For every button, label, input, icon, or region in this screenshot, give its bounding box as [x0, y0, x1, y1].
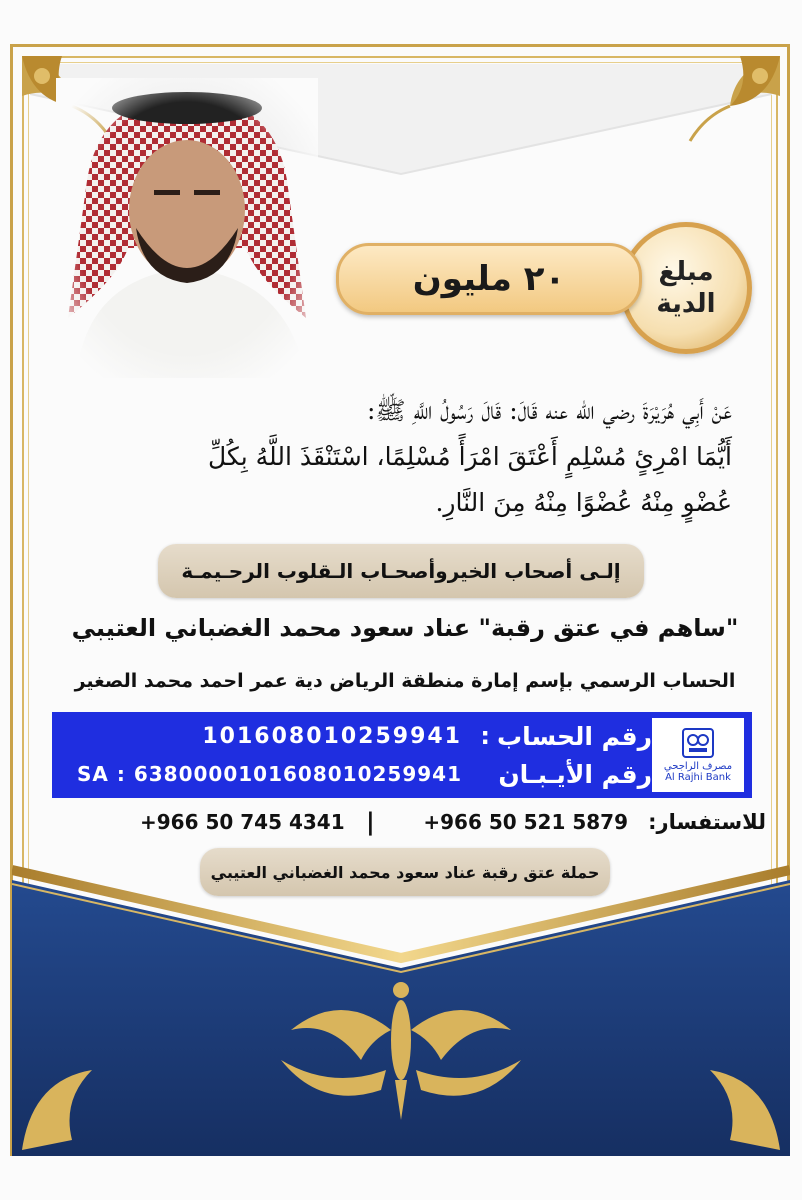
badge-line1: مبلغ: [658, 257, 714, 287]
account-number-value[interactable]: 101608010259941: [202, 723, 462, 749]
bank-details-bar: [52, 712, 752, 798]
hadith-line-3: عُضْوٍ مِنْهُ عُضْوًا مِنْهُ مِنَ النَّارِ.: [435, 488, 732, 517]
amount-text: ٢٠ مليون: [412, 259, 566, 299]
phone-number-1[interactable]: +966 50 521 5879: [423, 810, 628, 834]
dedication-text: إلـى أصحاب الخيروأصحـاب الـقلوب الرحـيمـة: [181, 559, 621, 583]
iban-row: [52, 756, 652, 792]
dedication-box: [158, 544, 644, 598]
hadith-line-2: أَيُّمَا امْرِئٍ مُسْلِمٍ أَعْتَقَ امْرَأً مُسْلِمًا، اسْتَنْقَذَ اللَّهُ بِكُلِّ: [208, 442, 732, 471]
hadith-text: [80, 388, 732, 526]
badge-line2: الدية: [656, 289, 716, 319]
account-number-row: [52, 718, 652, 754]
top-right-ornament: [680, 46, 790, 156]
phone-number-2[interactable]: +966 50 745 4341: [140, 810, 345, 834]
campaign-footer-text: حملة عتق رقبة عناد سعود محمد الغضباني العتيبي: [210, 862, 600, 882]
al-rajhi-logo: [652, 718, 744, 792]
campaign-title: "ساهم في عتق رقبة" عناد سعود محمد الغضباني العتيبي: [71, 614, 739, 642]
bank-name-ar: مصرف الراجحي: [663, 761, 733, 772]
hadith-line-1: عَنْ أَبِي هُرَيْرَةَ رضي الله عنه قَالَ: قَالَ رَسُولُ اللَّهِ ﷺ:: [366, 396, 732, 425]
account-number-label: رقم الحساب: [497, 721, 652, 751]
campaign-footer-box: [200, 848, 610, 896]
inquiry-line: [140, 808, 766, 844]
account-colon: :: [480, 722, 490, 750]
account-owner-line: الحساب الرسمي بإسم إمارة منطقة الرياض دية عمر احمد محمد الصغير: [74, 670, 736, 692]
iban-label: رقم الأيـبـان: [498, 759, 652, 789]
inquiry-label: للاستفسار:: [648, 810, 766, 834]
bank-logo-icon: [681, 727, 715, 759]
amount-pill: [336, 243, 642, 315]
phone-separator: |: [366, 808, 375, 836]
portrait-photo: [56, 78, 318, 378]
bank-name-en: Al Rajhi Bank: [665, 772, 731, 783]
navy-bottom-band: [12, 860, 790, 1156]
iban-value[interactable]: SA : 6380000101608010259941: [77, 762, 462, 786]
